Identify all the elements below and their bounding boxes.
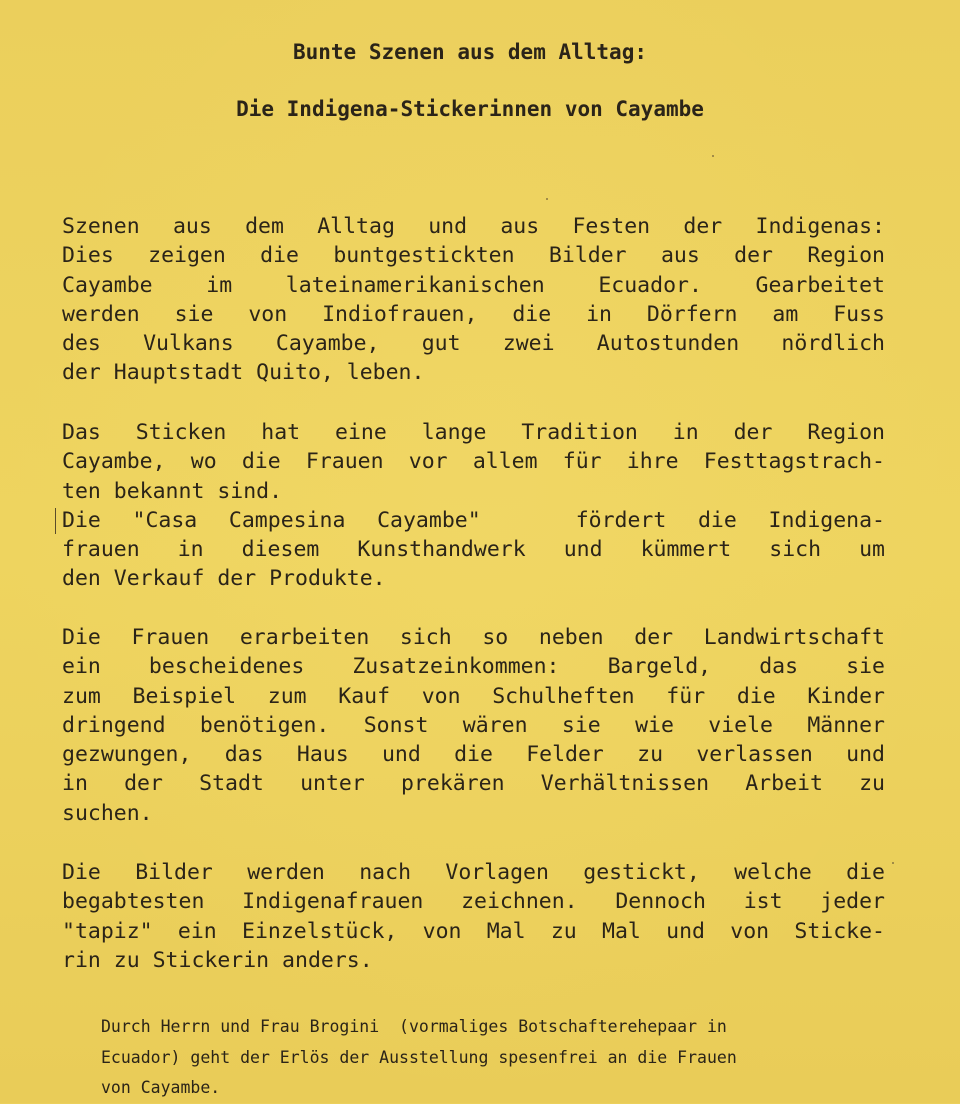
- text-line: zum Beispiel zum Kauf von Schulheften für die Kinder: [62, 683, 885, 709]
- text-line: "tapiz" ein Einzelstück, von Mal zu Mal und von Sticke-: [62, 918, 885, 944]
- margin-mark: [55, 508, 56, 534]
- paragraph-3: [62, 623, 885, 828]
- text-line: dringend benötigen. Sonst wären sie wie viele Männer: [62, 712, 885, 738]
- paragraph-4: [62, 858, 885, 975]
- text-line: frauen in diesem Kunsthandwerk und kümmert sich um: [62, 537, 885, 563]
- paper-speck: [892, 862, 894, 864]
- text-line: Szenen aus dem Alltag und aus Festen der Indigenas:: [62, 214, 885, 239]
- text-line: der Hauptstadt Quito, leben.: [62, 360, 425, 386]
- footer-line: Ecuador) geht der Erlös der Ausstellung spesenfrei an die Frauen: [101, 1047, 737, 1067]
- paper-speck: [712, 155, 714, 157]
- text-line: des Vulkans Cayambe, gut zwei Autostunden nördlich: [62, 331, 885, 357]
- footer-note: [101, 1012, 861, 1104]
- text-line: werden sie von Indiofrauen, die in Dörfern am Fuss: [62, 301, 885, 327]
- paragraph-1: [62, 212, 885, 388]
- paper-speck: [546, 198, 548, 200]
- text-line: ein bescheidenes Zusatzeinkommen: Bargeld, das sie: [62, 654, 885, 680]
- footer-line: Durch Herrn und Frau Brogini (vormaliges Botschafterehepaar in: [101, 1017, 727, 1036]
- text-line: Cayambe im lateinamerikanischen Ecuador. Gearbeitet: [62, 272, 885, 298]
- text-line: begabtesten Indigenafrauen zeichnen. Dennoch ist jeder: [62, 889, 885, 915]
- text-line: suchen.: [62, 800, 153, 826]
- text-line: ten bekannt sind.: [62, 478, 283, 504]
- text-line: rin zu Stickerin anders.: [62, 947, 373, 973]
- text-line: Die "Casa Campesina Cayambe" fördert die Indigena-: [62, 507, 885, 533]
- text-line: Das Sticken hat eine lange Tradition in der Region: [62, 420, 885, 445]
- text-line: gezwungen, das Haus und die Felder zu verlassen und: [62, 742, 885, 768]
- text-line: Cayambe, wo die Frauen vor allem für ihre Festtagstrach-: [62, 449, 885, 475]
- footer-line: von Cayambe.: [101, 1078, 221, 1097]
- text-line: den Verkauf der Produkte.: [62, 566, 386, 592]
- text-line: Die Bilder werden nach Vorlagen gestickt, welche die: [62, 860, 885, 885]
- document-title: Bunte Szenen aus dem Alltag:: [292, 40, 647, 64]
- text-line: in der Stadt unter prekären Verhältnissen Arbeit zu: [62, 771, 885, 797]
- text-line: Die Frauen erarbeiten sich so neben der Landwirtschaft: [62, 625, 885, 650]
- paragraph-2: [62, 418, 885, 594]
- text-line: Dies zeigen die buntgestickten Bilder aus der Region: [62, 243, 885, 269]
- document-subtitle: Die Indigena-Stickerinnen von Cayambe: [236, 97, 704, 121]
